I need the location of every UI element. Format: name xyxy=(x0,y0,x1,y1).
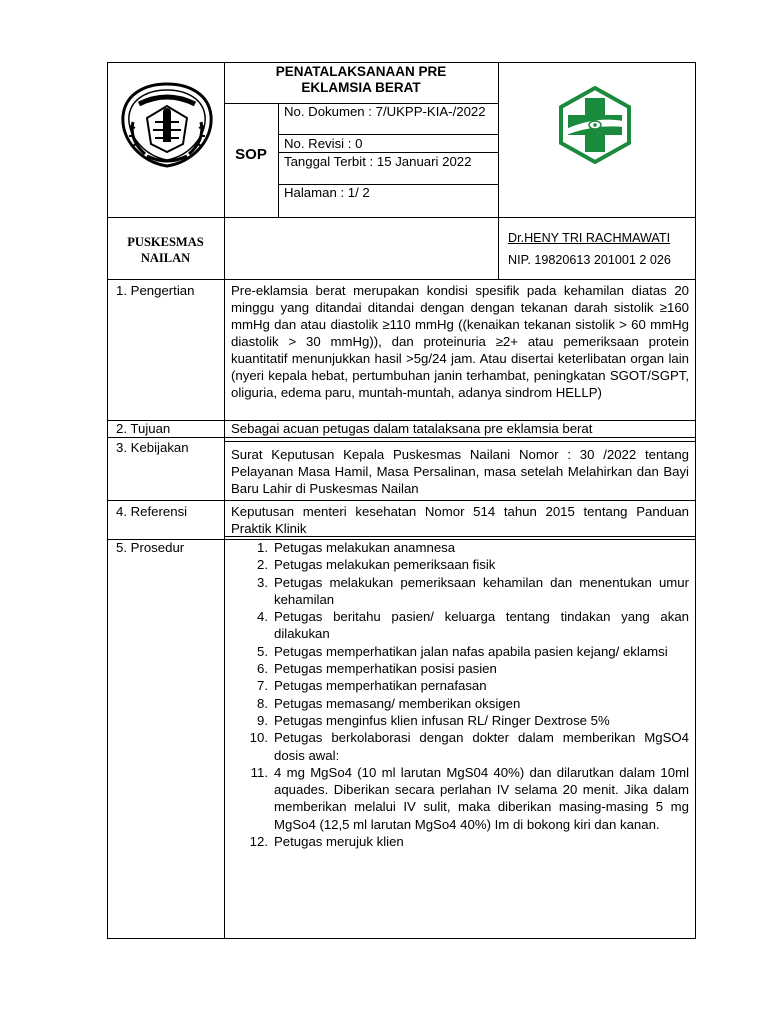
sop-label: SOP xyxy=(235,146,267,163)
procedure-step xyxy=(232,833,689,850)
procedure-step-number: 11. xyxy=(250,764,268,780)
issue-date: Tanggal Terbit : 15 Januari 2022 xyxy=(284,154,472,169)
procedure-step-text: Petugas memasang/ memberikan oksigen xyxy=(274,695,521,711)
divider xyxy=(224,441,696,442)
procedure-step xyxy=(232,556,689,573)
procedure-step-text: 4 mg MgSo4 (10 ml larutan MgS04 40%) dan dilarutkan dalam 10ml aquades. Diberikan secara perlahan IV selama 20 menit. Jika dalam memberikan melalui IV sulit, maka diberikan masing-masing 5 mg MgSo4 (12,5 ml larutan MgSo4 40%) Im di bokong kiri dan kanan. xyxy=(274,764,689,832)
procedure-step xyxy=(232,643,689,660)
procedure-step-text: Petugas merujuk klien xyxy=(274,834,404,850)
procedure-step-number: 7. xyxy=(257,678,268,694)
title-line-1: PENATALAKSANAAN PRE xyxy=(275,64,447,79)
document-number: No. Dokumen : 7/UKPP-KIA-/2022 xyxy=(284,104,486,119)
procedure-step-number: 6. xyxy=(257,661,268,677)
divider xyxy=(107,217,696,218)
revision-number: No. Revisi : 0 xyxy=(284,136,363,151)
procedure-step xyxy=(232,729,689,764)
procedure-step xyxy=(232,660,689,677)
section-label-pengertian: 1. Pengertian xyxy=(116,283,195,298)
procedure-step xyxy=(232,677,689,694)
organization-name-line-2: NAILAN xyxy=(140,251,191,265)
section-text-pengertian: Pre-eklamsia berat merupakan kondisi spesifik pada kehamilan diatas 20 minggu yang ditandai ditandai dengan dengan tekanan darah sistolik ≥160 mmHg dan atau diastolik ≥110 mmHg ((kenaikan tekanan sistolik > 60 mmHg diastolik > 30 mmHg)), dan proteinuria ≥2+ atau pemeriksaan protein kuantitatif menunjukkan hasil >5g/24 jam. Atau disertai keterlibatan organ lain (nyeri kepala hebat, pertumbuhan janin terhambat, peningkatan SGOT/SGPT, oliguria, edema paru, muntah-muntah, adanya sindrom HELLP) xyxy=(231,283,689,400)
procedure-step-text: Petugas menginfus klien infusan RL/ Ringer Dextrose 5% xyxy=(274,712,610,728)
section-label-referensi: 4. Referensi xyxy=(116,504,188,519)
procedure-step-text: Petugas memperhatikan posisi pasien xyxy=(274,661,497,677)
procedure-step-number: 4. xyxy=(257,609,268,625)
regional-seal-logo xyxy=(119,82,215,168)
divider xyxy=(107,500,696,501)
divider xyxy=(107,279,696,280)
section-label-tujuan: 2. Tujuan xyxy=(116,421,171,436)
procedure-list xyxy=(232,539,689,850)
organization-name xyxy=(107,234,224,266)
procedure-step xyxy=(232,764,689,833)
divider xyxy=(224,279,225,939)
divider xyxy=(278,103,279,217)
procedure-step-number: 5. xyxy=(257,643,268,659)
procedure-step xyxy=(232,539,689,556)
divider xyxy=(278,152,498,153)
title-line-2: EKLAMSIA BERAT xyxy=(301,80,421,95)
divider xyxy=(498,62,499,279)
procedure-step-text: Petugas beritahu pasien/ keluarga tentang tindakan yang akan dilakukan xyxy=(274,609,689,642)
procedure-step-number: 1. xyxy=(257,540,268,555)
procedure-step xyxy=(232,574,689,609)
divider xyxy=(278,134,498,135)
procedure-step xyxy=(232,712,689,729)
procedure-step-text: Petugas berkolaborasi dengan dokter dalam memberikan MgSO4 dosis awal: xyxy=(274,730,689,763)
procedure-step-number: 9. xyxy=(257,712,268,728)
section-text-kebijakan: Surat Keputusan Kepala Puskesmas Nailani Nomor : 30 /2022 tentang Pelayanan Masa Hamil, Masa Persalinan, masa setelah Melahirkan dan Bayi Baru Lahir di Puskesmas Nailan xyxy=(231,447,689,496)
procedure-step-text: Petugas memperhatikan pernafasan xyxy=(274,678,487,694)
divider xyxy=(107,437,696,438)
procedure-step-number: 12. xyxy=(249,834,268,850)
procedure-step-number: 3. xyxy=(257,574,268,590)
section-text-referensi: Keputusan menteri kesehatan Nomor 514 tahun 2015 tentang Panduan Praktik Klinik xyxy=(231,504,689,536)
procedure-step-text: Petugas melakukan pemeriksaan fisik xyxy=(274,557,496,573)
section-label-kebijakan: 3. Kebijakan xyxy=(116,440,189,455)
section-text-tujuan: Sebagai acuan petugas dalam tatalaksana pre eklamsia berat xyxy=(231,421,593,436)
puskesmas-cross-logo xyxy=(556,86,634,164)
procedure-step xyxy=(232,608,689,643)
procedure-step xyxy=(232,695,689,712)
organization-name-line-1: PUSKESMAS xyxy=(127,235,204,249)
procedure-step-number: 10. xyxy=(249,730,268,746)
section-label-prosedur: 5. Prosedur xyxy=(116,540,185,555)
procedure-step-text: Petugas memperhatikan jalan nafas apabila pasien kejang/ eklamsi xyxy=(274,643,668,659)
procedure-step-number: 2. xyxy=(257,557,268,573)
signatory-nip: NIP. 19820613 201001 2 026 xyxy=(508,253,671,267)
procedure-step-number: 8. xyxy=(257,695,268,711)
signatory-name: Dr.HENY TRI RACHMAWATI xyxy=(508,231,671,245)
document-title xyxy=(224,62,498,96)
procedure-step-text: Petugas melakukan anamnesa xyxy=(274,540,456,555)
procedure-step-text: Petugas melakukan pemeriksaan kehamilan dan menentukan umur kehamilan xyxy=(274,574,689,607)
page-number: Halaman : 1/ 2 xyxy=(284,185,370,200)
